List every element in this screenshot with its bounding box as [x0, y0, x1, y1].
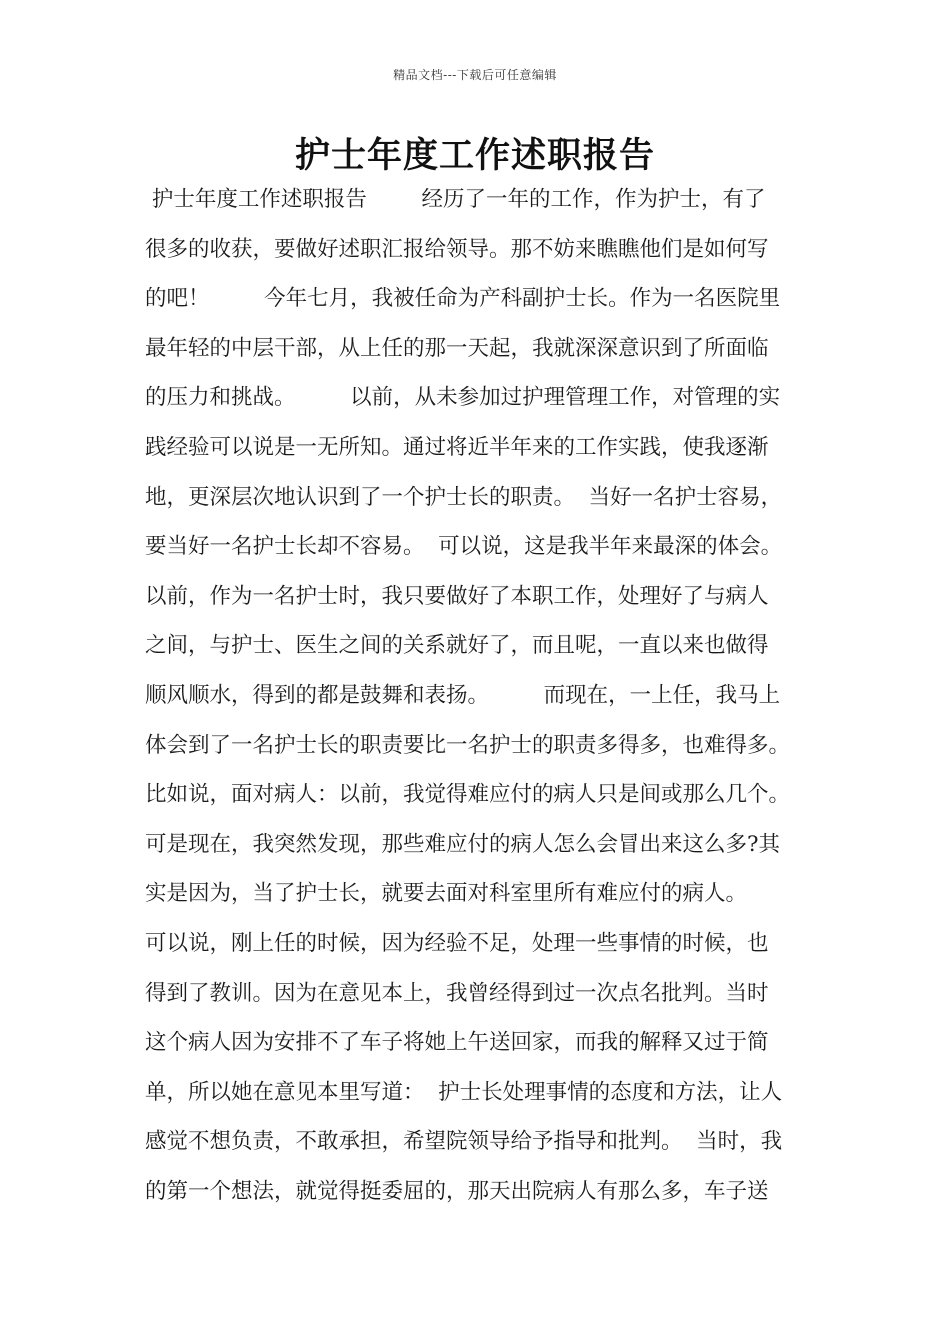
body-line: 的第一个想法，就觉得挺委屈的，那天出院病人有那么多，车子送: [145, 1178, 769, 1204]
body-line: 实是因为，当了护士长，就要去面对科室里所有难应付的病人。: [145, 881, 748, 907]
page-header-note: 精品文档---下载后可任意编辑: [393, 68, 557, 82]
body-line: 以前，作为一名护士时，我只要做好了本职工作，处理好了与病人: [145, 583, 769, 609]
body-line: 可是现在，我突然发现，那些难应付的病人怎么会冒出来这么多?其: [145, 831, 781, 857]
document-body: [145, 180, 825, 1221]
body-line: 很多的收获，要做好述职汇报给领导。那不妨来瞧瞧他们是如何写: [145, 236, 769, 262]
body-line: 可以说，刚上任的时候，因为经验不足，处理一些事情的时候，也: [145, 930, 769, 956]
body-line: 之间，与护士、医生之间的关系就好了，而且呢，一直以来也做得: [145, 633, 769, 659]
body-line: 护士年度工作述职报告 经历了一年的工作，作为护士，有了: [145, 187, 766, 212]
body-line: 顺风顺水，得到的都是鼓舞和表扬。 而现在，一上任，我马上: [145, 682, 781, 708]
body-line: 感觉不想负责，不敢承担，希望院领导给予指导和批判。 当时，我: [145, 1129, 783, 1155]
body-line: 要当好一名护士长却不容易。 可以说，这是我半年来最深的体会。: [145, 534, 783, 560]
body-line: 单，所以她在意见本里写道： 护士长处理事情的态度和方法，让人: [145, 1079, 783, 1105]
body-line: 最年轻的中层干部，从上任的那一天起，我就深深意识到了所面临: [145, 335, 769, 361]
body-line: 得到了教训。因为在意见本上，我曾经得到过一次点名批判。当时: [145, 980, 769, 1006]
body-line: 地，更深层次地认识到了一个护士长的职责。 当好一名护士容易，: [145, 484, 783, 510]
body-line: 比如说，面对病人：以前，我觉得难应付的病人只是间或那么几个。: [145, 782, 791, 808]
body-line: 体会到了一名护士长的职责要比一名护士的职责多得多，也难得多。: [145, 732, 791, 758]
body-line: 的吧！ 今年七月，我被任命为产科副护士长。作为一名医院里: [145, 286, 781, 312]
document-title: 护士年度工作述职报告: [294, 135, 655, 176]
body-line: 的压力和挑战。 以前，从未参加过护理管理工作，对管理的实: [145, 385, 781, 411]
body-line: 这个病人因为安排不了车子将她上午送回家，而我的解释又过于简: [145, 1030, 769, 1056]
body-line: 践经验可以说是一无所知。通过将近半年来的工作实践，使我逐渐: [145, 434, 769, 460]
